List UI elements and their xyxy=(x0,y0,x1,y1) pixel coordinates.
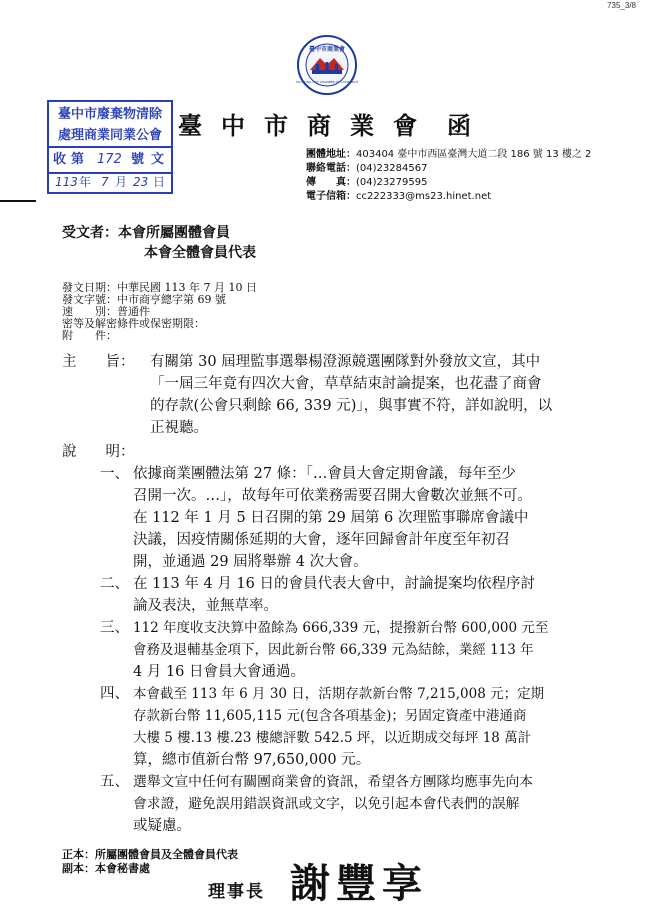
stamp-number: 172 xyxy=(97,152,122,167)
item-line: 論及表決，並無草率。 xyxy=(133,598,278,614)
stamp-date-row xyxy=(49,172,171,192)
stamp-nian: 年 xyxy=(79,175,92,189)
item-line: 在 113 年 4 月 16 日的會員代表大會中，討論提案均依程序討 xyxy=(133,576,536,592)
logo-arc-text: TAICHUNG CITY CHAMBER OF COMMERCE xyxy=(296,80,358,84)
recipient-line1: 受文者：本會所屬團體會員 xyxy=(62,225,230,241)
item-line: 決議，因疫情關係延期的大會，逐年回歸會計年度至年初召 xyxy=(133,532,510,548)
item-line: 本會截至 113 年 6 月 30 日，活期存款新台幣 7,215,008 元；定期 xyxy=(133,686,545,702)
stamp-month: 7 xyxy=(101,175,109,189)
stamp-org-name xyxy=(49,102,171,148)
meta-secrecy: 密等及解密條件或保密期限： xyxy=(62,317,205,330)
stamp-wen: 文 xyxy=(151,152,165,167)
logo-top-text: 臺中市商業會 xyxy=(308,46,346,53)
contact-fax: 傳 真：(04)23279595 xyxy=(306,177,428,188)
chamber-logo xyxy=(296,34,358,96)
recipient-line2: 本會全體會員代表 xyxy=(144,245,256,261)
item-number: 五、 xyxy=(100,774,129,790)
subject-line: 有關第 30 屆理監事選舉楊澄源競選團隊對外發放文宣，其中 xyxy=(150,354,541,370)
subject-line: 正視聽。 xyxy=(150,420,208,436)
item-line: 開，並通過 29 屆將舉辦 4 次大會。 xyxy=(133,554,368,570)
receipt-stamp xyxy=(47,100,173,194)
contact-phone: 聯絡電話：(04)23284567 xyxy=(306,163,428,174)
item-line: 4 月 16 日會員大會通過。 xyxy=(133,664,306,680)
item-line: 依據商業團體法第 27 條：「…會員大會定期會議，每年至少 xyxy=(133,466,516,482)
item-line: 或疑慮。 xyxy=(133,818,191,834)
subject-line: 「一屆三年竟有四次大會，草草結束討論提案，也花盡了商會 xyxy=(150,376,542,392)
item-line: 算，總市值新台幣 97,650,000 元。 xyxy=(133,752,371,768)
signature-title: 理事長 xyxy=(208,882,265,902)
org-name: 臺中市商業會 xyxy=(178,111,436,140)
item-line: 在 112 年 1 月 5 日召開的第 29 屆第 6 次理監事聯席會議中 xyxy=(133,510,529,526)
item-line: 112 年度收支決算中盈餘為 666,339 元，提撥新台幣 600,000 元至 xyxy=(133,620,549,636)
stamp-hao: 號 xyxy=(131,152,145,167)
contact-address: 團體地址：403404 臺中市西區臺灣大道二段 186 號 13 樓之 2 xyxy=(306,149,592,160)
item-number: 二、 xyxy=(100,576,129,592)
item-line: 會求證，避免誤用錯誤資訊或文字，以免引起本會代表們的誤解 xyxy=(133,796,520,812)
stamp-line2: 處理商業同業公會 xyxy=(57,128,162,143)
subject-line: 的存款(公會只剩餘 66, 339 元)」，與事實不符，詳如說明，以 xyxy=(150,398,553,414)
stamp-yue: 月 xyxy=(115,175,128,189)
stamp-ri: 日 xyxy=(153,175,166,189)
item-line: 會務及退輔基金項下，因此新台幣 66,339 元為結餘，業經 113 年 xyxy=(133,642,534,658)
stamp-di: 第 xyxy=(71,152,85,167)
stamp-shou: 收 xyxy=(53,152,67,167)
cc-copy: 副本：本會秘書處 xyxy=(62,862,150,875)
item-number: 四、 xyxy=(100,686,129,702)
meta-attachment: 附 件： xyxy=(62,329,117,342)
item-line: 存款新台幣 11,605,115 元(包含各項基金)；另固定資產中港通商 xyxy=(133,708,527,724)
signature-name: 謝豐享 xyxy=(290,860,428,907)
contact-email: 電子信箱：cc222333@ms23.hinet.net xyxy=(306,191,492,202)
item-number: 一、 xyxy=(100,466,129,482)
margin-rule xyxy=(0,200,36,202)
stamp-number-row xyxy=(49,148,171,174)
page-id: 735_3/8 xyxy=(607,1,636,10)
meta-doc-number: 發文字號：中市商亨總字第 69 號 xyxy=(62,293,226,306)
explanation-label: 說 明： xyxy=(62,444,135,460)
meta-speed: 速 別：普通件 xyxy=(62,305,150,318)
stamp-line1: 臺中市廢棄物清除 xyxy=(57,107,162,122)
item-line: 召開一次。…」，故每年可依業務需要召開大會數次並無不可。 xyxy=(133,488,532,504)
item-line: 選舉文宣中任何有關團商業會的資訊，希望各方團隊均應事先向本 xyxy=(133,774,534,790)
item-number: 三、 xyxy=(100,620,129,636)
item-line: 大樓 5 樓.13 樓.23 樓總評數 542.5 坪，以近期成交每坪 18 萬計 xyxy=(133,730,532,746)
stamp-day: 23 xyxy=(133,175,149,189)
meta-date: 發文日期：中華民國 113 年 7 月 10 日 xyxy=(62,281,257,294)
doc-type: 函 xyxy=(447,111,471,140)
cc-original: 正本：所屬團體會員及全體會員代表 xyxy=(62,848,238,861)
stamp-year: 113 xyxy=(55,175,78,189)
subject-label: 主 旨： xyxy=(62,354,135,370)
